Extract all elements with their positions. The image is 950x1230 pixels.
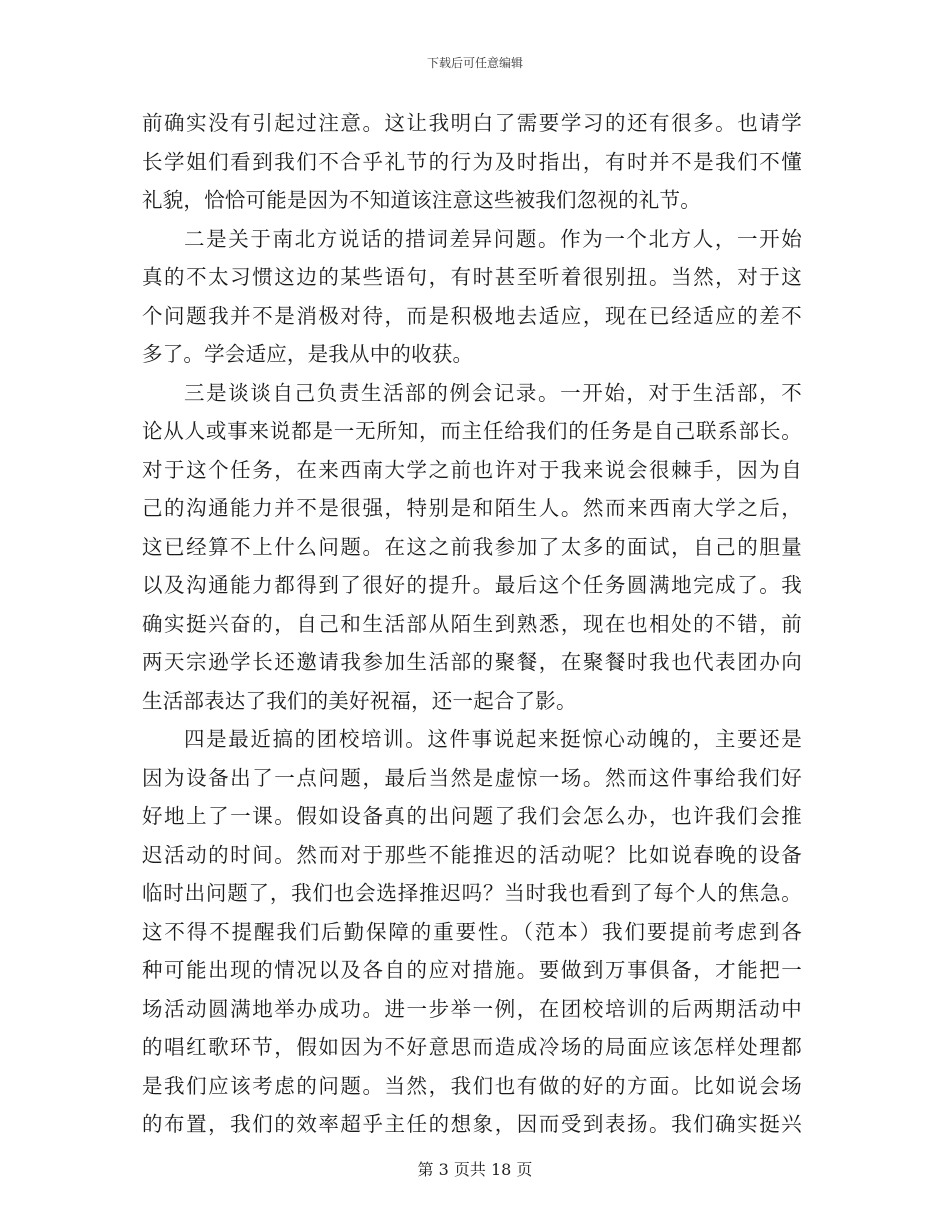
text-line: 因为设备出了一点问题，最后当然是虚惊一场。然而这件事给我们好 (142, 765, 802, 790)
text-line: 论从人或事来说都是一无所知，而主任给我们的任务是自己联系部长。 (142, 419, 802, 443)
text-line: 个问题我并不是消极对待，而是积极地去适应，现在已经适应的差不 (142, 303, 802, 328)
paragraph-start-line: 二是关于南北方说话的措词差异问题。作为一个北方人，一开始 (184, 226, 802, 251)
text-line: 以及沟通能力都得到了很好的提升。最后这个任务圆满地完成了。我 (142, 573, 802, 597)
text-line: 礼貌，恰恰可能是因为不知道该注意这些被我们忽视的礼节。 (142, 188, 701, 212)
text-line: 是我们应该考虑的问题。当然，我们也有做的好的方面。比如说会场 (142, 1073, 802, 1098)
text-line: 己的沟通能力并不是很强，特别是和陌生人。然而来西南大学之后， (142, 496, 802, 520)
text-line: 对于这个任务，在来西南大学之前也许对于我来说会很棘手，因为自 (142, 457, 802, 482)
paragraph-start-line: 四是最近搞的团校培训。这件事说起来挺惊心动魄的，主要还是 (184, 727, 802, 751)
paragraph-start-line: 三是谈谈自己负责生活部的例会记录。一开始，对于生活部，不 (184, 380, 802, 405)
text-line: 真的不太习惯这边的某些语句，有时甚至听着很别扭。当然，对于这 (142, 265, 802, 289)
text-line: 两天宗逊学长还邀请我参加生活部的聚餐，在聚餐时我也代表团办向 (142, 650, 802, 674)
document-body (142, 104, 802, 1144)
text-line: 这不得不提醒我们后勤保障的重要性。（范本）我们要提前考虑到各 (142, 919, 802, 944)
text-line: 这已经算不上什么问题。在这之前我参加了太多的面试，自己的胆量 (142, 534, 802, 559)
text-line: 迟活动的时间。然而对于那些不能推迟的活动呢？比如说春晚的设备 (142, 842, 802, 867)
text-line: 前确实没有引起过注意。这让我明白了需要学习的还有很多。也请学 (142, 111, 802, 135)
text-line: 临时出问题了，我们也会选择推迟吗？当时我也看到了每个人的焦急。 (142, 881, 802, 905)
page-footer: 第 3 页共 18 页 (417, 1160, 533, 1179)
text-line: 种可能出现的情况以及各自的应对措施。要做到万事俱备，才能把一 (142, 958, 802, 982)
text-line: 生活部表达了我们的美好祝福，还一起合了影。 (142, 688, 577, 713)
text-line: 好地上了一课。假如设备真的出问题了我们会怎么办，也许我们会推 (142, 804, 802, 828)
text-line: 多了。学会适应，是我从中的收获。 (142, 342, 474, 366)
text-line: 的唱红歌环节，假如因为不好意思而造成冷场的局面应该怎样处理都 (142, 1035, 802, 1059)
text-line: 场活动圆满地举办成功。进一步举一例，在团校培训的后两期活动中 (142, 996, 802, 1021)
text-line: 确实挺兴奋的，自己和生活部从陌生到熟悉，现在也相处的不错，前 (142, 611, 802, 636)
text-line: 的布置，我们的效率超乎主任的想象，因而受到表扬。我们确实挺兴 (142, 1112, 802, 1136)
page-header: 下载后可任意编辑 (426, 56, 523, 70)
text-line: 长学姐们看到我们不合乎礼节的行为及时指出，有时并不是我们不懂 (142, 149, 802, 174)
